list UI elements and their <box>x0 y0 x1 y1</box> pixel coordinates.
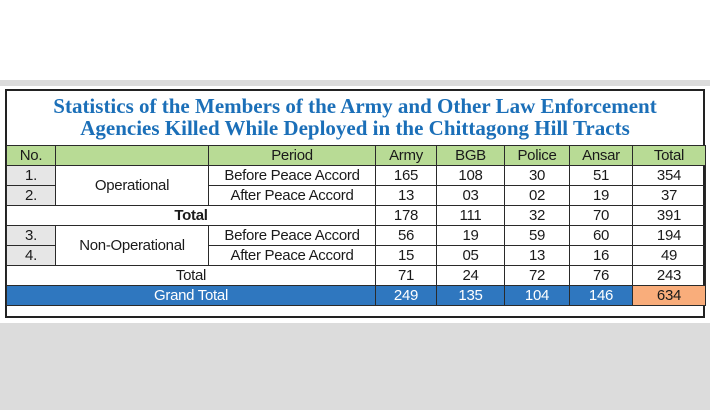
police-cell: 59 <box>505 226 570 246</box>
bgb-cell: 135 <box>437 286 505 306</box>
ansar-cell: 51 <box>570 166 633 186</box>
non-operational-total-row <box>7 266 706 286</box>
ansar-cell: 76 <box>570 266 633 286</box>
army-cell: 56 <box>376 226 437 246</box>
table-title <box>7 91 703 145</box>
police-cell: 13 <box>505 246 570 266</box>
police-cell: 72 <box>505 266 570 286</box>
ansar-cell: 60 <box>570 226 633 246</box>
header-army: Army <box>376 146 437 166</box>
bgb-cell: 05 <box>437 246 505 266</box>
army-cell: 15 <box>376 246 437 266</box>
army-cell: 249 <box>376 286 437 306</box>
total-cell: 37 <box>633 186 706 206</box>
bgb-cell: 108 <box>437 166 505 186</box>
ansar-cell: 19 <box>570 186 633 206</box>
ansar-cell: 70 <box>570 206 633 226</box>
row-number: 2. <box>7 186 56 206</box>
header-total: Total <box>633 146 706 166</box>
row-number: 1. <box>7 166 56 186</box>
bgb-cell: 03 <box>437 186 505 206</box>
total-cell: 49 <box>633 246 706 266</box>
ansar-cell: 16 <box>570 246 633 266</box>
police-cell: 32 <box>505 206 570 226</box>
army-cell: 178 <box>376 206 437 226</box>
bgb-cell: 24 <box>437 266 505 286</box>
category-operational: Operational <box>56 166 209 206</box>
total-cell: 194 <box>633 226 706 246</box>
army-cell: 71 <box>376 266 437 286</box>
ansar-cell: 146 <box>570 286 633 306</box>
row-number: 3. <box>7 226 56 246</box>
category-non-operational: Non-Operational <box>56 226 209 266</box>
title-line-1: Statistics of the Members of the Army and Other Law Enforcement <box>53 94 657 118</box>
header-police: Police <box>505 146 570 166</box>
total-cell: 391 <box>633 206 706 226</box>
statistics-table <box>6 145 706 306</box>
header-row <box>7 146 706 166</box>
police-cell: 30 <box>505 166 570 186</box>
operational-total-row <box>7 206 706 226</box>
header-no: No. <box>7 146 56 166</box>
header-category <box>56 146 209 166</box>
army-cell: 165 <box>376 166 437 186</box>
table-row <box>7 166 706 186</box>
header-period: Period <box>209 146 376 166</box>
total-label: Total <box>7 206 376 226</box>
period-cell: After Peace Accord <box>209 246 376 266</box>
police-cell: 02 <box>505 186 570 206</box>
grand-total-label: Grand Total <box>7 286 376 306</box>
row-number: 4. <box>7 246 56 266</box>
bgb-cell: 111 <box>437 206 505 226</box>
grand-total-row <box>7 286 706 306</box>
table-row <box>7 226 706 246</box>
title-line-2: Agencies Killed While Deployed in the Chittagong Hill Tracts <box>80 116 630 140</box>
header-ansar: Ansar <box>570 146 633 166</box>
total-cell: 243 <box>633 266 706 286</box>
period-cell: Before Peace Accord <box>209 166 376 186</box>
top-gray-band <box>0 80 710 86</box>
period-cell: Before Peace Accord <box>209 226 376 246</box>
header-bgb: BGB <box>437 146 505 166</box>
period-cell: After Peace Accord <box>209 186 376 206</box>
total-cell: 354 <box>633 166 706 186</box>
grand-total-value: 634 <box>633 286 706 306</box>
top-margin <box>0 0 710 86</box>
bottom-gray-band <box>0 323 710 410</box>
police-cell: 104 <box>505 286 570 306</box>
army-cell: 13 <box>376 186 437 206</box>
total-label: Total <box>7 266 376 286</box>
bgb-cell: 19 <box>437 226 505 246</box>
